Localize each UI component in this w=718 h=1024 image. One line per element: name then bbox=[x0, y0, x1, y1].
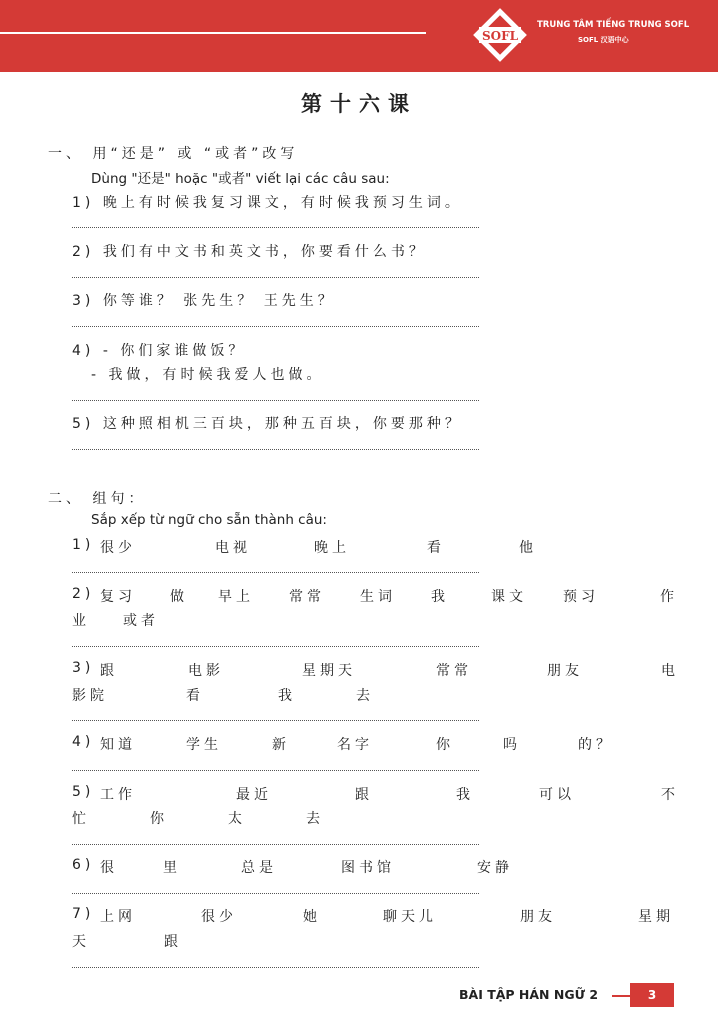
word-token: 跟 bbox=[100, 663, 118, 679]
word-token: 你 bbox=[150, 811, 168, 827]
item-number: 4) bbox=[72, 734, 95, 750]
word-token: 最近 bbox=[236, 787, 272, 803]
word-token: 她 bbox=[303, 909, 321, 925]
word-token: 影院 bbox=[72, 688, 108, 704]
word-token: 我 bbox=[278, 688, 296, 704]
word-token: 课文 bbox=[491, 589, 527, 605]
answer-line bbox=[72, 572, 479, 573]
word-token: 看 bbox=[186, 688, 204, 704]
answer-line bbox=[72, 844, 479, 845]
logo-text: SOFL bbox=[481, 29, 519, 43]
word-token: 我 bbox=[431, 589, 449, 605]
answer-line bbox=[72, 646, 479, 647]
answer-line bbox=[72, 449, 479, 450]
word-token: 不 bbox=[661, 787, 679, 803]
word-token: 你 bbox=[436, 737, 454, 753]
word-token: 预习 bbox=[563, 589, 599, 605]
answer-line bbox=[72, 967, 479, 968]
item-number: 5) bbox=[72, 784, 95, 800]
word-token: 常常 bbox=[289, 589, 325, 605]
word-token: 业 bbox=[72, 613, 90, 629]
section2-heading: 二、 组句： bbox=[48, 491, 147, 507]
section2-instruction: Sắp xếp từ ngữ cho sẵn thành câu: bbox=[91, 512, 327, 528]
word-token: 上网 bbox=[100, 909, 136, 925]
word-token: 很 bbox=[100, 860, 118, 876]
word-token: 作 bbox=[660, 589, 678, 605]
footer-divider bbox=[612, 995, 630, 997]
word-token: 里 bbox=[163, 860, 181, 876]
word-token: 聊天儿 bbox=[383, 909, 437, 925]
item-number: 2) bbox=[72, 586, 95, 602]
word-token: 新 bbox=[272, 737, 290, 753]
item-number: 6) bbox=[72, 857, 95, 873]
word-token: 电 bbox=[661, 663, 679, 679]
word-token: 图书馆 bbox=[341, 860, 395, 876]
word-token: 看 bbox=[427, 540, 445, 556]
section1-instruction: Dùng "还是" hoặc "或者" viết lại các câu sau: bbox=[91, 171, 390, 187]
word-token: 电影 bbox=[188, 663, 224, 679]
item-number: 3) bbox=[72, 660, 95, 676]
word-token: 我 bbox=[456, 787, 474, 803]
page-number: 3 bbox=[630, 983, 674, 1007]
word-token: 的？ bbox=[578, 737, 614, 753]
exercise-item: 5) 这种照相机三百块，那种五百块，你要那种？ bbox=[72, 416, 463, 432]
word-token: 跟 bbox=[164, 934, 182, 950]
word-token: 学生 bbox=[186, 737, 222, 753]
word-token: 名字 bbox=[337, 737, 373, 753]
exercise-item: 3) 你等谁？ 张先生？ 王先生？ bbox=[72, 293, 336, 309]
exercise-item-reply: - 我做，有时候我爱人也做。 bbox=[91, 367, 325, 383]
word-token: 吗 bbox=[503, 737, 521, 753]
brand-subname: SOFL 汉语中心 bbox=[578, 36, 629, 44]
word-token: 晚上 bbox=[314, 540, 350, 556]
answer-line bbox=[72, 277, 479, 278]
word-token: 常常 bbox=[436, 663, 472, 679]
page-header bbox=[0, 0, 718, 72]
lesson-title: 第十六课 bbox=[301, 92, 417, 116]
word-token: 做 bbox=[170, 589, 188, 605]
word-token: 去 bbox=[306, 811, 324, 827]
word-token: 知道 bbox=[100, 737, 136, 753]
exercise-item: 1) 晚上有时候我复习课文，有时候我预习生词。 bbox=[72, 195, 463, 211]
word-token: 太 bbox=[228, 811, 246, 827]
answer-line bbox=[72, 227, 479, 228]
word-token: 星期 bbox=[638, 909, 674, 925]
answer-line bbox=[72, 770, 479, 771]
word-token: 生词 bbox=[360, 589, 396, 605]
sofl-logo bbox=[469, 4, 531, 66]
answer-line bbox=[72, 720, 479, 721]
word-token: 跟 bbox=[355, 787, 373, 803]
word-token: 忙 bbox=[72, 811, 90, 827]
item-number: 1) bbox=[72, 537, 95, 553]
word-token: 星期天 bbox=[302, 663, 356, 679]
word-token: 可以 bbox=[539, 787, 575, 803]
exercise-item: 4) - 你们家谁做饭？ bbox=[72, 343, 247, 359]
word-token: 朋友 bbox=[547, 663, 583, 679]
exercise-item: 2) 我们有中文书和英文书，你要看什么书？ bbox=[72, 244, 427, 260]
footer-label: BÀI TẬP HÁN NGỮ 2 bbox=[459, 987, 599, 1002]
answer-line bbox=[72, 400, 479, 401]
word-token: 去 bbox=[356, 688, 374, 704]
answer-line bbox=[72, 893, 479, 894]
word-token: 总是 bbox=[241, 860, 277, 876]
word-token: 安静 bbox=[477, 860, 513, 876]
word-token: 他 bbox=[519, 540, 537, 556]
header-divider bbox=[0, 32, 426, 34]
brand-name: TRUNG TÂM TIẾNG TRUNG SOFL bbox=[537, 20, 690, 30]
word-token: 或者 bbox=[123, 613, 159, 629]
word-token: 工作 bbox=[100, 787, 136, 803]
word-token: 很少 bbox=[201, 909, 237, 925]
word-token: 电视 bbox=[215, 540, 251, 556]
item-number: 7) bbox=[72, 906, 95, 922]
word-token: 天 bbox=[72, 934, 90, 950]
word-token: 朋友 bbox=[520, 909, 556, 925]
word-token: 早上 bbox=[218, 589, 254, 605]
word-token: 很少 bbox=[100, 540, 136, 556]
word-token: 复习 bbox=[100, 589, 136, 605]
section1-heading: 一、 用“还是” 或 “或者”改写 bbox=[48, 146, 299, 162]
answer-line bbox=[72, 326, 479, 327]
